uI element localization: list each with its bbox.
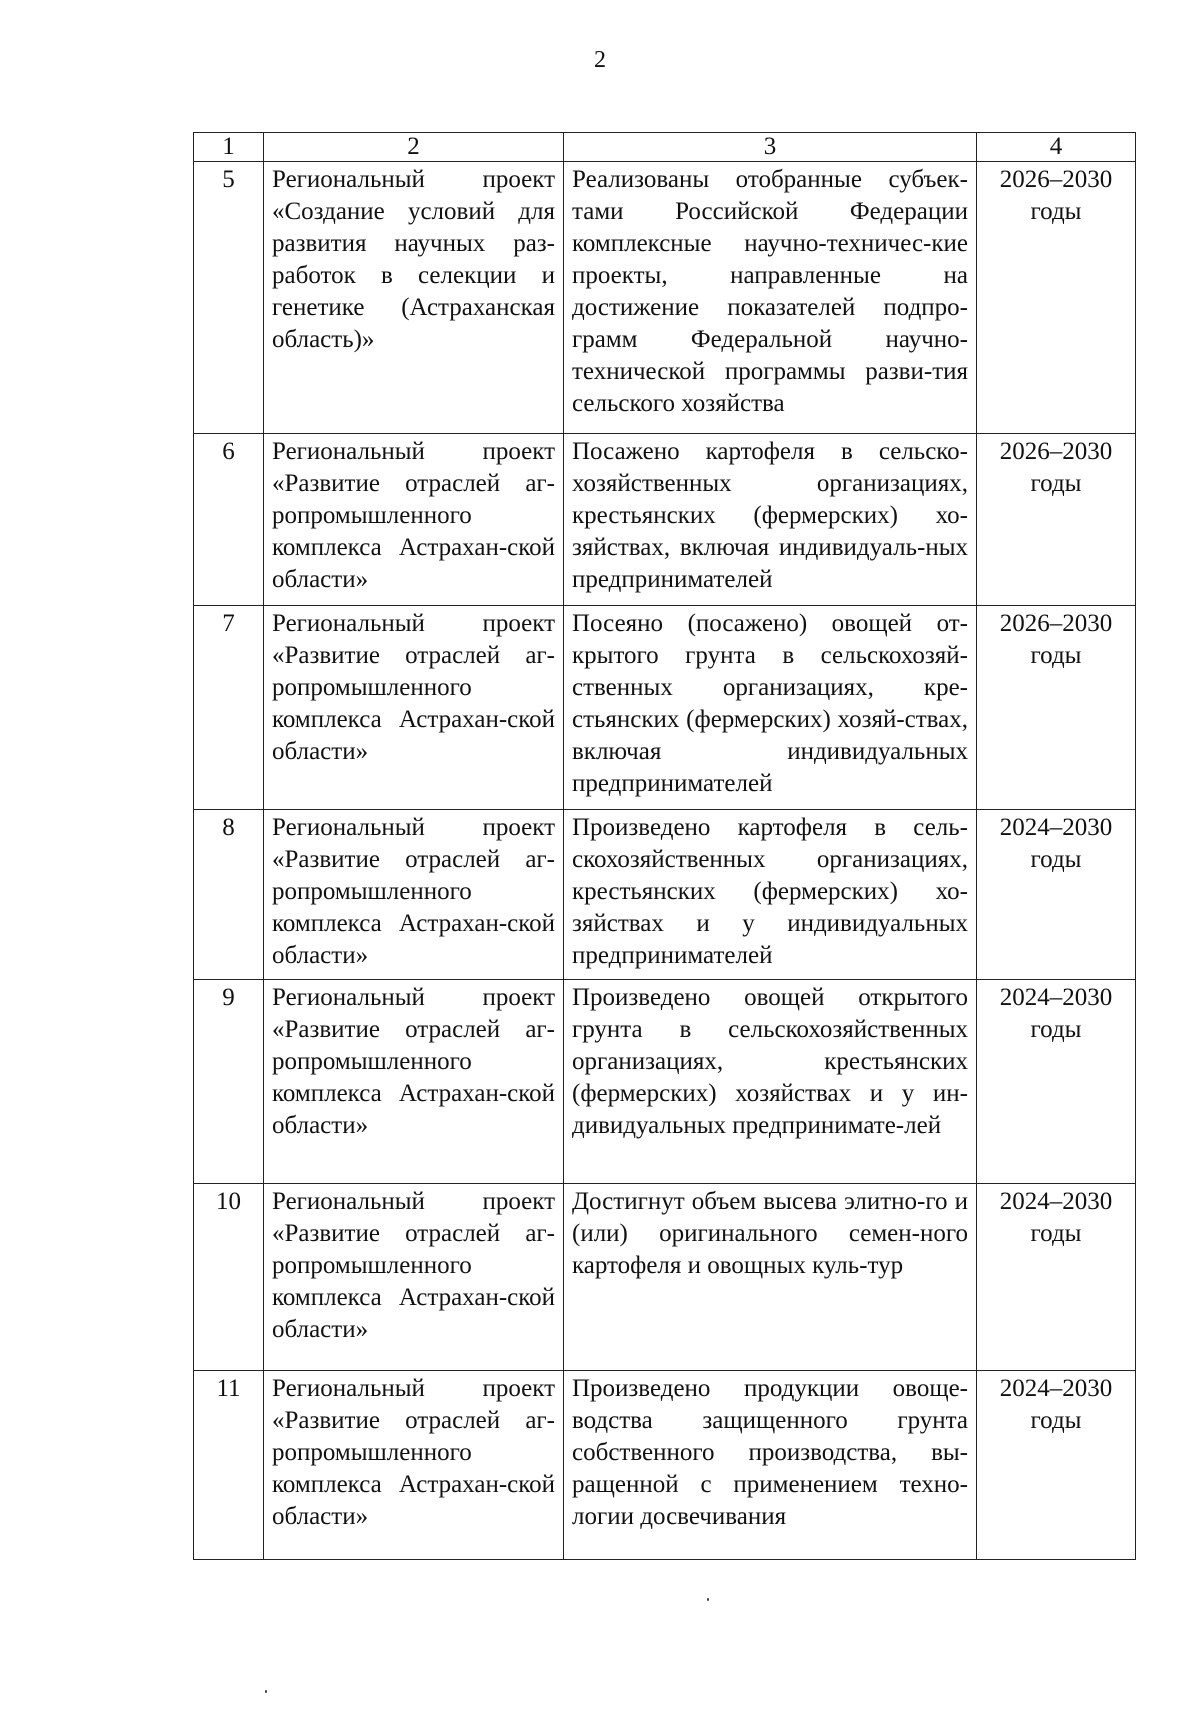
- result-description: Произведено овощей открытого грунта в сельскохозяйственных организациях, крестьянских (фермерских) хозяйствах и у ин-дивидуальных предпринимате-лей: [564, 980, 977, 1184]
- result-description: Достигнут объем высева элитно-го и (или) оригинального семен-ного картофеля и овощных куль-тур: [564, 1184, 977, 1371]
- period: 2026–2030 годы: [977, 606, 1136, 810]
- period: 2026–2030 годы: [977, 434, 1136, 606]
- row-number: 7: [194, 606, 264, 810]
- result-description: Реализованы отобранные субъек-тами Российской Федерации комплексные научно-техничес-кие проекты, направленные на достижение показателей подпро-грамм Федеральной научно-технической программы разви-тия сельского хозяйства: [564, 162, 977, 434]
- scan-speck: [265, 1690, 267, 1693]
- table-row: [194, 980, 1136, 1184]
- row-number: 5: [194, 162, 264, 434]
- table-row: [194, 162, 1136, 434]
- page-number: 2: [594, 47, 606, 73]
- header-col-1: 1: [194, 133, 264, 162]
- row-number: 6: [194, 434, 264, 606]
- row-number: 8: [194, 810, 264, 980]
- row-number: 9: [194, 980, 264, 1184]
- period: 2024–2030 годы: [977, 1184, 1136, 1371]
- table-row: [194, 434, 1136, 606]
- projects-table: [193, 132, 1136, 1560]
- project-name: Региональный проект «Создание условий для развития научных раз-работок в селекции и генетике (Астраханская область)»: [264, 162, 564, 434]
- header-col-3: 3: [564, 133, 977, 162]
- table-row: [194, 1371, 1136, 1560]
- table-row: [194, 1184, 1136, 1371]
- header-col-2: 2: [264, 133, 564, 162]
- header-col-4: 4: [977, 133, 1136, 162]
- period: 2024–2030 годы: [977, 810, 1136, 980]
- row-number: 10: [194, 1184, 264, 1371]
- project-name: Региональный проект «Развитие отраслей аг-ропромышленного комплекса Астрахан-ской области»: [264, 810, 564, 980]
- project-name: Региональный проект «Развитие отраслей аг-ропромышленного комплекса Астрахан-ской области»: [264, 434, 564, 606]
- result-description: Посажено картофеля в сельско-хозяйственных организациях, крестьянских (фермерских) хо-зяйствах, включая индивидуаль-ных предпринимателей: [564, 434, 977, 606]
- scan-speck: [707, 1598, 709, 1601]
- period: 2026–2030 годы: [977, 162, 1136, 434]
- project-name: Региональный проект «Развитие отраслей аг-ропромышленного комплекса Астрахан-ской области»: [264, 980, 564, 1184]
- period: 2024–2030 годы: [977, 980, 1136, 1184]
- project-name: Региональный проект «Развитие отраслей аг-ропромышленного комплекса Астрахан-ской области»: [264, 606, 564, 810]
- header-row: [194, 133, 1136, 162]
- row-number: 11: [194, 1371, 264, 1560]
- table-row: [194, 810, 1136, 980]
- table-body: [194, 162, 1136, 1560]
- result-description: Посеяно (посажено) овощей от-крытого грунта в сельскохозяй-ственных организациях, кре-стьянских (фермерских) хозяй-ствах, включая индивидуальных предпринимателей: [564, 606, 977, 810]
- table-row: [194, 606, 1136, 810]
- result-description: Произведено продукции овоще-водства защищенного грунта собственного производства, вы-ращенной с применением техно-логии досвечивания: [564, 1371, 977, 1560]
- period: 2024–2030 годы: [977, 1371, 1136, 1560]
- project-name: Региональный проект «Развитие отраслей аг-ропромышленного комплекса Астрахан-ской области»: [264, 1184, 564, 1371]
- result-description: Произведено картофеля в сель-скохозяйственных организациях, крестьянских (фермерских) хо-зяйствах и у индивидуальных предпринимателей: [564, 810, 977, 980]
- project-name: Региональный проект «Развитие отраслей аг-ропромышленного комплекса Астрахан-ской области»: [264, 1371, 564, 1560]
- table-header: [194, 133, 1136, 162]
